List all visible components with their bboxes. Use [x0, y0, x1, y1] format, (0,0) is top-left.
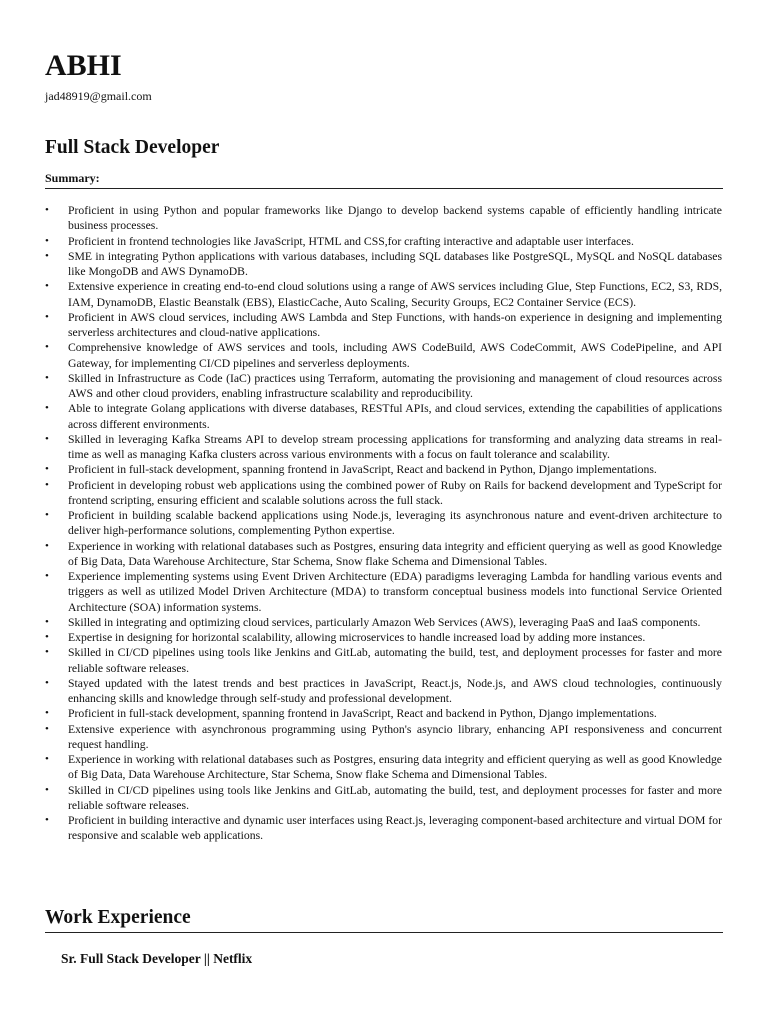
summary-item [45, 569, 722, 615]
summary-list [45, 203, 722, 844]
work-experience-divider [45, 932, 723, 933]
bullet-icon: • [45, 539, 49, 552]
summary-item [45, 462, 722, 477]
summary-item-text: Expertise in designing for horizontal scalability, allowing microservices to handle increased load by adding more instances. [68, 631, 646, 644]
summary-item [45, 508, 722, 539]
work-experience-title: Work Experience [45, 907, 191, 928]
summary-item [45, 401, 722, 432]
bullet-icon: • [45, 707, 49, 720]
bullet-icon: • [45, 646, 49, 659]
summary-item [45, 340, 722, 371]
summary-item [45, 630, 722, 645]
bullet-icon: • [45, 280, 49, 293]
summary-item-text: Proficient in using Python and popular frameworks like Django to develop backend systems capable of efficiently handling intricate business processes. [68, 204, 722, 233]
summary-item-text: Experience implementing systems using Event Driven Architecture (EDA) paradigms leveraging Lambda for handling various events and triggers as well as utilized Model Driven Architecture (MDA) to transform conceptual business models into functional Service Oriented Architecture (SOA) information systems. [68, 570, 722, 614]
summary-item [45, 539, 722, 570]
bullet-icon: • [45, 371, 49, 384]
candidate-email: jad48919@gmail.com [45, 89, 152, 103]
summary-item [45, 783, 722, 814]
summary-item-text: Skilled in integrating and optimizing cloud services, particularly Amazon Web Services (AWS), leveraging PaaS and IaaS components. [68, 615, 701, 629]
bullet-icon: • [45, 615, 49, 628]
summary-item [45, 615, 722, 630]
bullet-icon: • [45, 310, 49, 323]
summary-item-text: Experience in working with relational databases such as Postgres, ensuring data integrity and efficient querying as well as good Knowledge of Big Data, Data Warehouse Architecture, Star Schema, Snow flake Schema and Dimensional Tables. [68, 753, 722, 782]
summary-item [45, 752, 722, 783]
summary-item-text: Proficient in building scalable backend applications using Node.js, leveraging its asynchronous nature and event-driven architecture to deliver high-performance solutions, complementing Python expertise. [68, 509, 722, 538]
bullet-icon: • [45, 204, 49, 216]
summary-item [45, 371, 722, 402]
summary-item-text: Skilled in CI/CD pipelines using tools like Jenkins and GitLab, automating the build, test, and deployment processes for faster and more reliable software releases. [68, 783, 722, 812]
bullet-icon: • [45, 676, 49, 689]
summary-item [45, 706, 722, 721]
summary-item-text: Proficient in frontend technologies like JavaScript, HTML and CSS,for crafting interactive and adaptable user interfaces. [68, 234, 634, 248]
bullet-icon: • [45, 631, 49, 643]
bullet-icon: • [45, 432, 49, 445]
summary-item [45, 203, 722, 234]
summary-item-text: Skilled in leveraging Kafka Streams API to develop stream processing applications for transforming and analyzing data streams in real-time as well as managing Kafka clusters across various environments with a focus on fault tolerance and scalability. [68, 432, 722, 461]
summary-item-text: SME in integrating Python applications with various databases, including SQL databases like PostgreSQL, MySQL and NoSQL databases like MongoDB and AWS DynamoDB. [68, 249, 722, 278]
summary-item-text: Proficient in full-stack development, spanning frontend in JavaScript, React and backend in Python, Django implementations. [68, 463, 657, 477]
summary-item [45, 813, 722, 844]
bullet-icon: • [45, 402, 49, 415]
summary-item [45, 478, 722, 509]
summary-item [45, 676, 722, 707]
summary-item-text: Extensive experience with asynchronous programming using Python's asyncio library, enhancing API responsiveness and concurrent request handling. [68, 722, 722, 751]
bullet-icon: • [45, 814, 49, 826]
summary-label: Summary: [45, 171, 100, 185]
bullet-icon: • [45, 234, 49, 247]
summary-item [45, 432, 722, 463]
summary-item [45, 722, 722, 753]
bullet-icon: • [45, 570, 49, 582]
role-title: Full Stack Developer [45, 137, 220, 158]
summary-item-text: Proficient in building interactive and dynamic user interfaces using React.js, leveraging component-based architecture and virtual DOM for responsive and scalable web applications. [68, 814, 722, 843]
summary-item-text: Proficient in developing robust web applications using the combined power of Ruby on Rails for backend development and TypeScript for frontend scripting, ensuring efficient and scalable solutions across the full stack. [68, 478, 722, 507]
bullet-icon: • [45, 478, 49, 491]
summary-item [45, 310, 722, 341]
summary-item-text: Proficient in full-stack development, spanning frontend in JavaScript, React and backend in Python, Django implementations. [68, 707, 657, 721]
bullet-icon: • [45, 249, 49, 262]
candidate-name: ABHI [45, 49, 122, 82]
summary-item-text: Comprehensive knowledge of AWS services and tools, including AWS CodeBuild, AWS CodeCommit, AWS CodePipeline, and API Gateway, for implementing CI/CD pipelines and serverless deployments. [68, 341, 722, 370]
job-title: Sr. Full Stack Developer || Netflix [61, 951, 253, 966]
summary-item-text: Skilled in Infrastructure as Code (IaC) practices using Terraform, automating the provisioning and management of cloud resources across AWS and other cloud providers, enabling infrastructure scalability and reproducibility. [68, 371, 722, 400]
bullet-icon: • [45, 783, 49, 796]
summary-item-text: Experience in working with relational databases such as Postgres, ensuring data integrity and efficient querying as well as good Knowledge of Big Data, Data Warehouse Architecture, Star Schema, Snow flake Schema and Dimensional Tables. [68, 539, 722, 568]
bullet-icon: • [45, 509, 49, 521]
summary-item [45, 279, 722, 310]
summary-item [45, 645, 722, 676]
summary-item-text: Able to integrate Golang applications with diverse databases, RESTful APIs, and cloud services, extending the capabilities of applications across different environments. [68, 402, 722, 431]
bullet-icon: • [45, 341, 49, 354]
summary-divider [45, 188, 723, 189]
summary-item-text: Proficient in AWS cloud services, including AWS Lambda and Step Functions, with hands-on experience in designing and implementing serverless architectures and cloud-native applications. [68, 310, 722, 339]
summary-item-text: Stayed updated with the latest trends and best practices in JavaScript, React.js, Node.js, and AWS cloud technologies, continuously enhancing skills and knowledge through self-study and professional development. [68, 676, 722, 705]
summary-item-text: Extensive experience in creating end-to-end cloud solutions using a range of AWS services including Glue, Step Functions, EC2, S3, RDS, IAM, DynamoDB, Elastic Beanstalk (EBS), ElasticCache, Auto Scaling, Security Groups, EC2 Container Service (ECS). [68, 280, 722, 309]
bullet-icon: • [45, 753, 49, 765]
bullet-icon: • [45, 463, 49, 476]
summary-item [45, 249, 722, 280]
summary-item [45, 234, 722, 249]
summary-item-text: Skilled in CI/CD pipelines using tools like Jenkins and GitLab, automating the build, test, and deployment processes for faster and more reliable software releases. [68, 646, 722, 675]
bullet-icon: • [45, 722, 49, 735]
